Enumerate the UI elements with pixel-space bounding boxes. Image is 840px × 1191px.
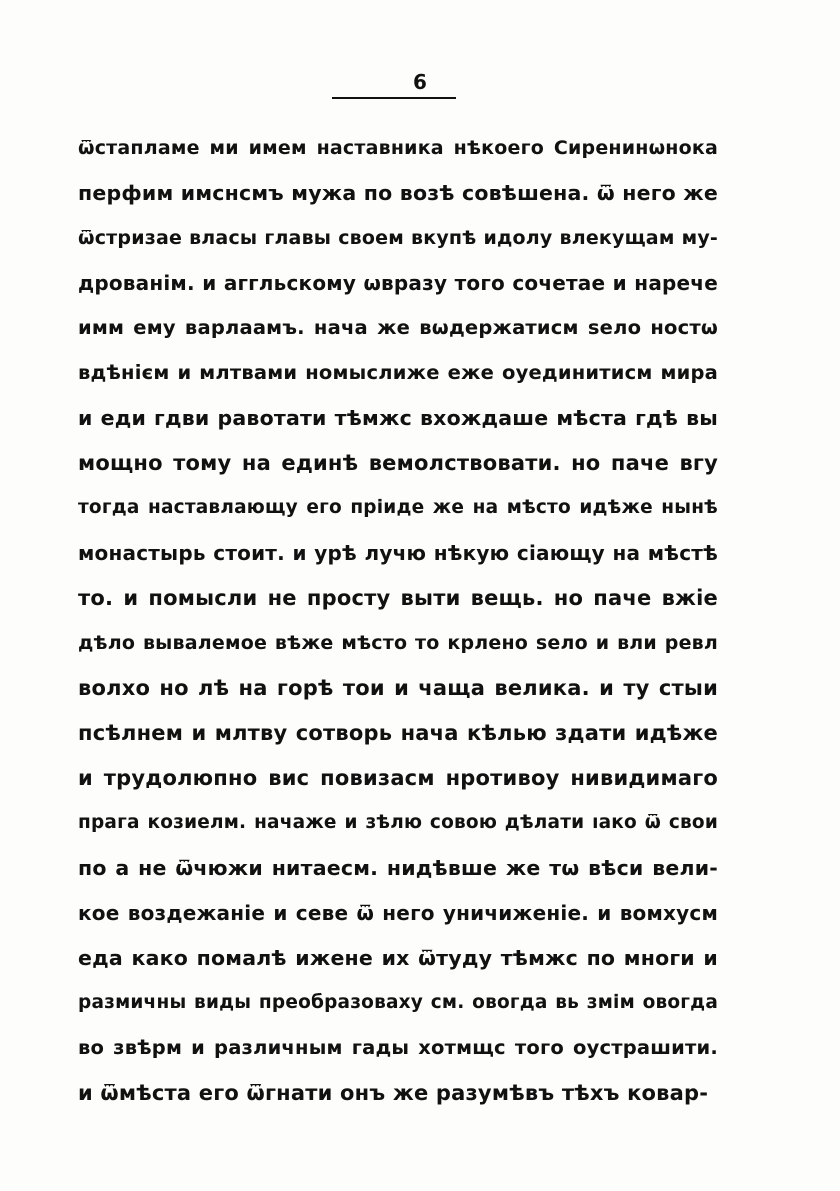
text-line: то. и помысли не просту выти вещь. но паче вжіе [78, 586, 718, 610]
page-number: 6 [413, 70, 427, 94]
text-line: и трудолюпно вис повизасм нротивоу нивидимаго [78, 766, 718, 790]
text-line: мощно тому на единѣ вемолствовати. но паче вгу [78, 451, 718, 475]
text-line: вдѣнієм и млтвами номыслиже еже оуединитисм мира [78, 361, 718, 384]
text-line: размичны виды преобразоваху см. овогда вь змім овогда [78, 992, 718, 1013]
text-line: и еди гдви равотати тѣмжс вхождаше мѣста гдѣ вы [78, 406, 718, 430]
text-line: ѿстризае власы главы своем вкупѣ идолу влекущам му- [78, 227, 718, 249]
text-line: псѣлнем и млтву сотворь нача кѣлью здати идѣже [78, 721, 718, 745]
text-line: по а не ѿчюжи нитаесм. нидѣвше же тѡ вѣси вели- [78, 856, 718, 880]
text-line: дѣло вывалемое вѣже мѣсто то крлено ѕело и вли ревл [78, 632, 718, 654]
text-line: тогда наставлающу его пріиде же на мѣсто идѣже нынѣ [78, 497, 718, 518]
text-line: и ѿмѣста его ѿгнати онъ же разумѣвъ тѣхъ ковар- [78, 1081, 709, 1105]
text-line: кое воздежаніе и севе ѿ него уничиженіе. и вомхусм [78, 901, 718, 925]
text-line: перфим имснсмъ мужа по возѣ совѣшена. ѿ него же [78, 181, 718, 205]
text-line: во звѣрм и различным гады хотмщс того оустрашити. [78, 1036, 718, 1059]
text-line: монастырь стоит. и урѣ лучю нѣкую сіающу на мѣстѣ [78, 541, 718, 565]
text-line: дрованім. и аггльскому ѡвразу того сочетае и нарече [78, 271, 718, 295]
text-line: прага козиелм. начаже и зѣлю совою дѣлати ıако ѿ свои [78, 812, 718, 833]
header-rule [332, 97, 456, 99]
text-line: ѿстапламе ми имем наставника нѣкоего Сиренинѡнока [78, 137, 718, 159]
text-line: имм ему варлаамъ. нача же вѡдержатисм ѕело ностѡ [78, 316, 718, 339]
text-line: волхо но лѣ на горѣ тои и чаща велика. и ту стыи [78, 676, 718, 700]
text-line: еда како помалѣ ижене их ѿтуду тѣмжс по многи и [78, 946, 718, 970]
